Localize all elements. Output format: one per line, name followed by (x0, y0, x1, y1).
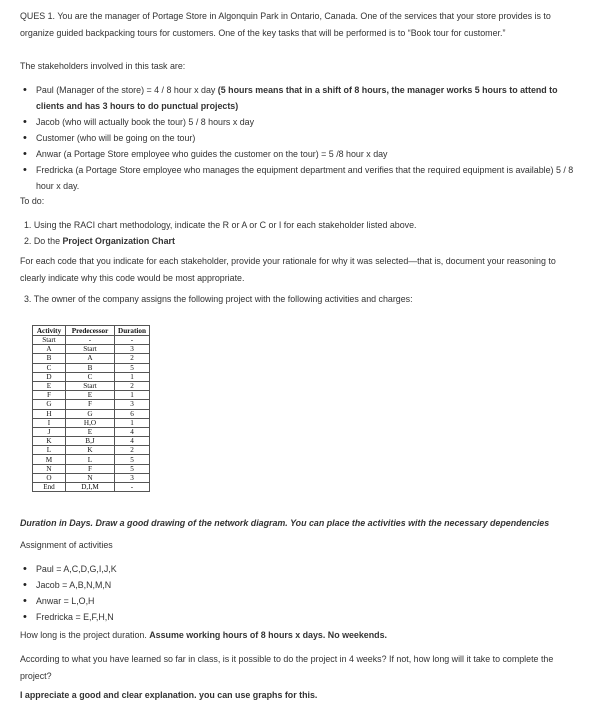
activity-cell: M (33, 455, 66, 464)
todo-item: 1. Using the RACI chart methodology, indicate the R or A or C or I for each stakeholder listed above. (24, 220, 417, 230)
activity-cell: L (33, 446, 66, 455)
predecessor-cell: B,J (66, 437, 115, 446)
duration-cell: 1 (115, 391, 150, 400)
predecessor-cell: D,I,M (66, 483, 115, 492)
predecessor-cell: - (66, 336, 115, 345)
assignment-heading: Assignment of activities (20, 540, 113, 550)
table-row (33, 473, 150, 482)
todo-list (20, 217, 580, 249)
owner-list (20, 291, 580, 307)
activity-cell: B (33, 354, 66, 363)
assignment-list (20, 561, 580, 625)
table-row (33, 446, 150, 455)
stakeholders-heading: The stakeholders involved in this task are: (20, 61, 186, 71)
activity-cell: C (33, 363, 66, 372)
assignment-item: • Jacob = A,B,N,M,N (20, 577, 580, 593)
rationale-paragraph: For each code that you indicate for each stakeholder, provide your rationale for why it was selected—that is, document your reasoning to clearly indicate why this code would be most appropriate. (20, 256, 556, 283)
predecessor-cell: H,O (66, 418, 115, 427)
predecessor-cell: N (66, 473, 115, 482)
activity-cell: N (33, 464, 66, 473)
table-row (33, 381, 150, 390)
stakeholder-item: • Fredricka (a Portage Store employee who manages the equipment department and verifies that the required equipment is available) 5 / 8 hour x day. (20, 162, 580, 194)
duration-cell: 4 (115, 437, 150, 446)
table-row (33, 363, 150, 372)
duration-cell: 1 (115, 372, 150, 381)
activity-cell: O (33, 473, 66, 482)
duration-cell: 2 (115, 381, 150, 390)
duration-cell: - (115, 336, 150, 345)
duration-question: How long is the project duration. Assume working hours of 8 hours x days. No weekends. (20, 630, 387, 640)
activity-cell: A (33, 345, 66, 354)
table-row (33, 372, 150, 381)
table-row (33, 427, 150, 436)
duration-cell: 3 (115, 473, 150, 482)
table-row (33, 391, 150, 400)
table-row (33, 418, 150, 427)
activity-cell: J (33, 427, 66, 436)
activity-cell: I (33, 418, 66, 427)
stakeholder-list (20, 82, 580, 194)
duration-cell: 5 (115, 455, 150, 464)
table-row (33, 400, 150, 409)
predecessor-cell: E (66, 391, 115, 400)
activity-cell: D (33, 372, 66, 381)
predecessor-cell: F (66, 400, 115, 409)
question-intro: QUES 1. You are the manager of Portage Store in Algonquin Park in Ontario, Canada. One of the services that your store provides is to organize guided backpacking tours for customers. One of the key tasks that will be performed is to “Book tour for customer.” (20, 11, 551, 38)
predecessor-cell: Start (66, 345, 115, 354)
table-row (33, 345, 150, 354)
activity-cell: End (33, 483, 66, 492)
duration-cell: 1 (115, 418, 150, 427)
predecessor-cell: G (66, 409, 115, 418)
duration-cell: 2 (115, 354, 150, 363)
activity-cell: E (33, 381, 66, 390)
col-header-predecessor: Predecessor (66, 326, 115, 336)
activity-cell: G (33, 400, 66, 409)
duration-cell: 3 (115, 345, 150, 354)
duration-cell: 2 (115, 446, 150, 455)
col-header-duration: Duration (115, 326, 150, 336)
activity-cell: Start (33, 336, 66, 345)
activity-cell: F (33, 391, 66, 400)
todo-heading: To do: (20, 196, 45, 206)
duration-cell: 6 (115, 409, 150, 418)
duration-cell: 4 (115, 427, 150, 436)
table-row (33, 336, 150, 345)
predecessor-cell: C (66, 372, 115, 381)
assignment-item: • Anwar = L,O,H (20, 593, 580, 609)
predecessor-cell: F (66, 464, 115, 473)
col-header-activity: Activity (33, 326, 66, 336)
weeks-question: According to what you have learned so far in class, is it possible to do the project in 4 weeks? If not, how long will it take to complete the project? (20, 654, 554, 681)
stakeholder-item: • Paul (Manager of the store) = 4 / 8 hour x day (5 hours means that in a shift of 8 hours, the manager works 5 hours to attend to clients and has 3 hours to do punctual projects) (20, 82, 580, 114)
predecessor-cell: L (66, 455, 115, 464)
table-row (33, 464, 150, 473)
todo-item: 2. Do the Project Organization Chart (24, 236, 175, 246)
activity-table (32, 325, 150, 492)
closing-note: I appreciate a good and clear explanation. you can use graphs for this. (20, 690, 318, 700)
network-instruction: Duration in Days. Draw a good drawing of the network diagram. You can place the activities with the necessary dependencies (20, 518, 550, 528)
table-row (33, 354, 150, 363)
duration-cell: - (115, 483, 150, 492)
table-row (33, 437, 150, 446)
table-header-row (33, 326, 150, 336)
predecessor-cell: Start (66, 381, 115, 390)
table-row (33, 455, 150, 464)
duration-cell: 3 (115, 400, 150, 409)
duration-cell: 5 (115, 464, 150, 473)
table-body (33, 336, 150, 492)
activity-cell: H (33, 409, 66, 418)
table-row (33, 409, 150, 418)
predecessor-cell: K (66, 446, 115, 455)
stakeholder-item: • Anwar (a Portage Store employee who guides the customer on the tour) = 5 /8 hour x day (20, 146, 580, 162)
duration-cell: 5 (115, 363, 150, 372)
predecessor-cell: E (66, 427, 115, 436)
stakeholder-item: • Jacob (who will actually book the tour) 5 / 8 hours x day (20, 114, 580, 130)
predecessor-cell: B (66, 363, 115, 372)
table-row (33, 483, 150, 492)
todo-item: 3. The owner of the company assigns the following project with the following activities and charges: (24, 294, 413, 304)
assignment-item: • Paul = A,C,D,G,I,J,K (20, 561, 580, 577)
assignment-item: • Fredricka = E,F,H,N (20, 609, 580, 625)
predecessor-cell: A (66, 354, 115, 363)
stakeholder-item: • Customer (who will be going on the tour) (20, 130, 580, 146)
activity-cell: K (33, 437, 66, 446)
